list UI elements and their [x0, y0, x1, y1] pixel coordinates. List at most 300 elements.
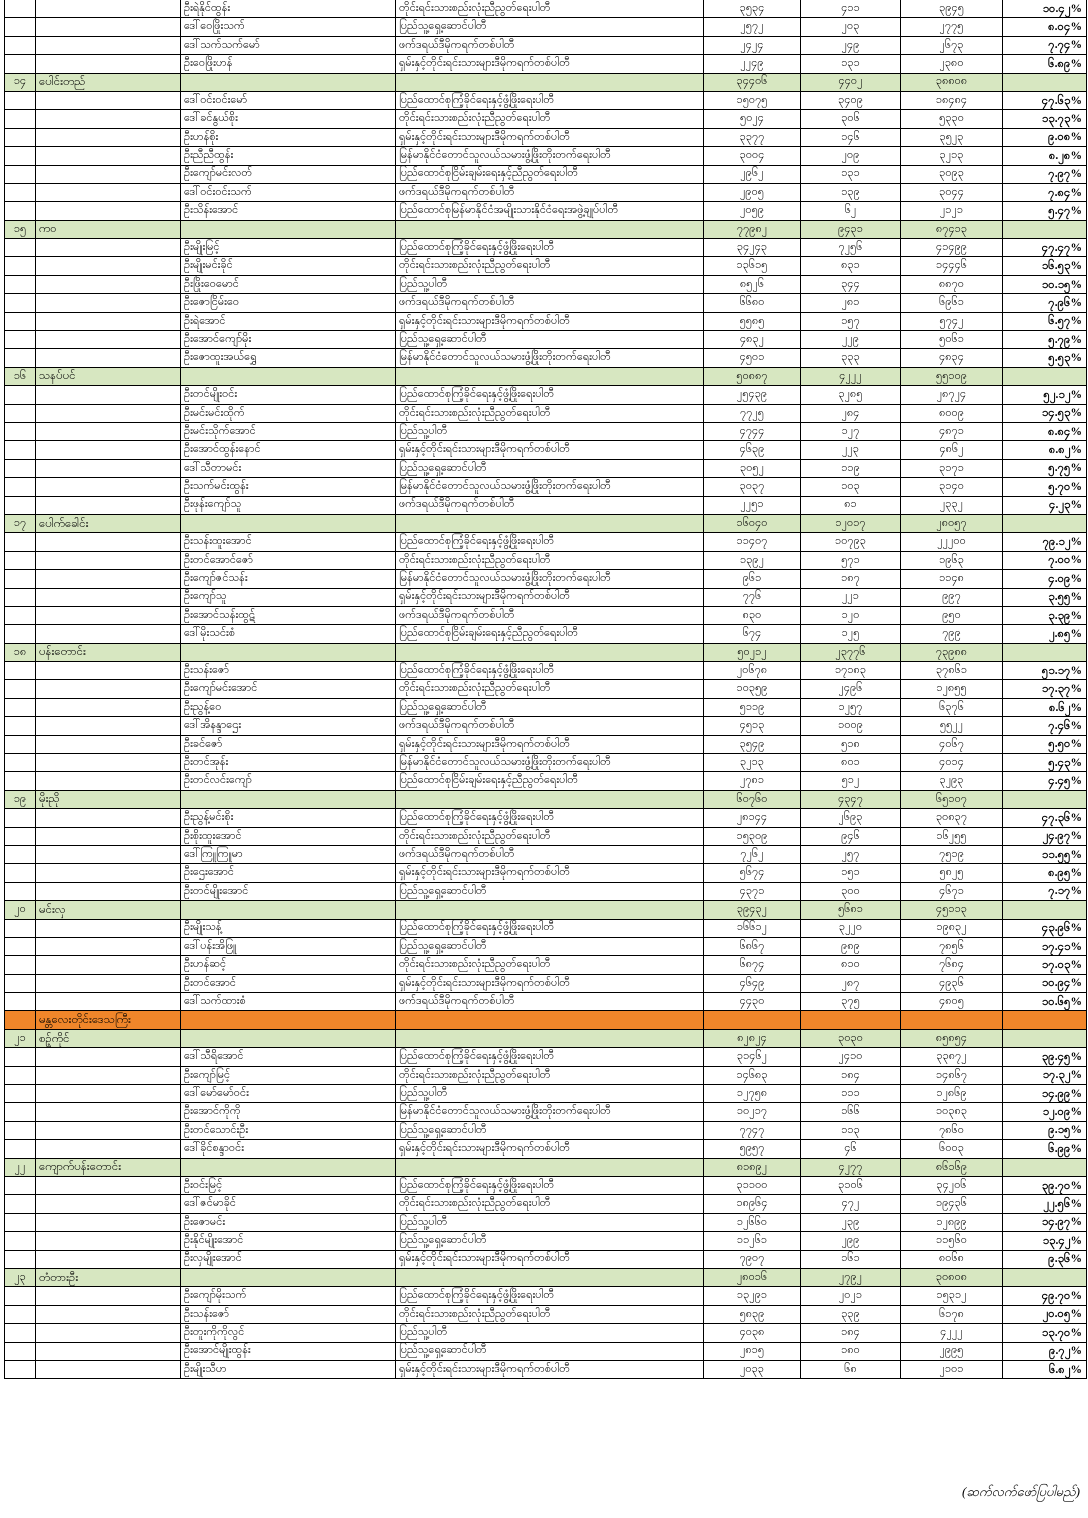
candidate-name-cell: ဦးလှမျိုးအောင်	[181, 1250, 396, 1268]
total-votes-cell: ၁၆၂၅၅	[901, 827, 1003, 845]
candidate-name-cell: ဦးတင်အုန်း	[181, 754, 396, 772]
region-no-cell	[5, 1011, 36, 1029]
party-name-cell: မြန်မာနိုင်ငံတောင်သူလယ်သမားဖွံ့ဖြိုးတိုးတက်ရေးပါတီ	[396, 570, 704, 588]
township-empty-cell	[36, 1232, 181, 1250]
candidate-name-cell: ဦးအောင်ကျော်မိုး	[181, 331, 396, 349]
percent-cell: ၄.၀၉%	[1003, 570, 1087, 588]
township-grand-total-cell: ၈၆၁၆၉	[901, 1158, 1003, 1176]
township-name-cell: ကဝ	[36, 220, 181, 238]
percent-cell: ၁၃.၇၃%	[1003, 110, 1087, 128]
votes-cell: ၇၇၂၅	[704, 404, 801, 422]
township-advance-votes-total-cell: ၉၄၃၁	[801, 220, 901, 238]
votes-cell: ၄၄၃၀	[704, 993, 801, 1011]
candidate-name-cell: ဦးသိန်းအောင်	[181, 202, 396, 220]
township-empty-cell	[36, 735, 181, 753]
serial-empty-cell	[5, 1103, 36, 1121]
candidate-row	[5, 0, 1087, 18]
percent-cell: ၉.၁၅%	[1003, 1121, 1087, 1139]
total-votes-cell: ၁၈၄၈၄	[901, 91, 1003, 109]
candidate-name-cell: ဦးမျိုးမင်းခိုင်	[181, 257, 396, 275]
party-name-cell: တိုင်းရင်းသားစည်းလုံးညီညွတ်ရေးပါတီ	[396, 551, 704, 569]
percent-cell: ၁၃.၄၂%	[1003, 1232, 1087, 1250]
township-percent-empty-cell	[1003, 1268, 1087, 1286]
party-name-cell: ပြည်ထောင်စုကြံ့ခိုင်ရေးနှင့်ဖွံ့ဖြိုးရေးပါတီ	[396, 91, 704, 109]
township-empty-cell	[36, 441, 181, 459]
party-name-cell: ရှမ်းနှင့်တိုင်းရင်းသားများဒီမိုကရက်တစ်ပါတီ	[396, 735, 704, 753]
votes-cell: ၂၀၃၃	[704, 1360, 801, 1378]
advance-votes-cell: ၁၈၄	[801, 1324, 901, 1342]
percent-cell: ၁၄.၅၃%	[1003, 404, 1087, 422]
total-votes-cell: ၃၂၁၃	[901, 147, 1003, 165]
percent-cell: ၁၃.၇၀%	[1003, 1324, 1087, 1342]
advance-votes-cell: ၅၇၁	[801, 551, 901, 569]
candidate-row	[5, 588, 1087, 606]
township-empty-name-cell	[181, 73, 396, 91]
serial-empty-cell	[5, 404, 36, 422]
percent-cell: ၁၀.၆၅%	[1003, 993, 1087, 1011]
advance-votes-cell: ၈၃၁	[801, 257, 901, 275]
total-votes-cell: ၄၁၄၉၉	[901, 239, 1003, 257]
percent-cell: ၁၁.၅၅%	[1003, 845, 1087, 863]
serial-empty-cell	[5, 606, 36, 624]
township-grand-total-cell: ၇၃၉၈၈	[901, 643, 1003, 661]
township-empty-cell	[36, 1250, 181, 1268]
percent-cell: ၃၉.၇၀%	[1003, 1177, 1087, 1195]
total-votes-cell: ၅၃၃၀	[901, 110, 1003, 128]
votes-cell: ၅၆၇၄	[704, 864, 801, 882]
candidate-row	[5, 1305, 1087, 1323]
total-votes-cell: ၅၇၄၂	[901, 312, 1003, 330]
party-name-cell: ပြည်ထောင်စုကြံ့ခိုင်ရေးနှင့်ဖွံ့ဖြိုးရေးပါတီ	[396, 1048, 704, 1066]
total-votes-cell: ၇၉၉	[901, 625, 1003, 643]
township-empty-cell	[36, 1195, 181, 1213]
candidate-name-cell: ဒေါ်ကြူကြူမာ	[181, 845, 396, 863]
candidate-row	[5, 772, 1087, 790]
township-percent-empty-cell	[1003, 643, 1087, 661]
candidate-name-cell: ဦးအောင်မျိုးထွန်း	[181, 1342, 396, 1360]
serial-empty-cell	[5, 202, 36, 220]
party-name-cell: ရှမ်းနှင့်တိုင်းရင်းသားများဒီမိုကရက်တစ်ပါတီ	[396, 312, 704, 330]
percent-cell: ၁၀.၉၄%	[1003, 974, 1087, 992]
serial-empty-cell	[5, 570, 36, 588]
votes-cell: ၂၂၄၉	[704, 55, 801, 73]
candidate-row	[5, 864, 1087, 882]
township-empty-cell	[36, 1066, 181, 1084]
percent-cell: ၄၇.၃၆%	[1003, 809, 1087, 827]
township-name-cell: မိုးညို	[36, 790, 181, 808]
candidate-row	[5, 183, 1087, 201]
percent-cell: ၅.၇၅%	[1003, 459, 1087, 477]
serial-empty-cell	[5, 735, 36, 753]
total-votes-cell: ၈၀၆၈	[901, 1250, 1003, 1268]
percent-cell: ၇၉.၁၂%	[1003, 533, 1087, 551]
candidate-row	[5, 919, 1087, 937]
advance-votes-cell: ၁၂၅	[801, 625, 901, 643]
advance-votes-cell: ၂၅၇	[801, 845, 901, 863]
candidate-row	[5, 882, 1087, 900]
township-total-row	[5, 1268, 1087, 1286]
township-empty-cell	[36, 1213, 181, 1231]
votes-cell: ၄၅၁၃	[704, 717, 801, 735]
serial-empty-cell	[5, 809, 36, 827]
serial-empty-cell	[5, 496, 36, 514]
serial-empty-cell	[5, 717, 36, 735]
percent-cell: ၆.၈၂%	[1003, 1360, 1087, 1378]
candidate-name-cell: ဦးဖုန်းကျော်သူ	[181, 496, 396, 514]
township-grand-total-cell: ၂၈၀၅၇	[901, 514, 1003, 532]
percent-cell: ၂.၈၅%	[1003, 625, 1087, 643]
party-name-cell: ပြည်ထောင်စုငြိမ်းချမ်းရေးနှင့်ညီညွတ်ရေးပါတီ	[396, 625, 704, 643]
total-votes-cell: ၄၉၃၆	[901, 974, 1003, 992]
township-empty-cell	[36, 993, 181, 1011]
percent-cell: ၂၄.၉၇%	[1003, 827, 1087, 845]
percent-cell: ၆.၉၉%	[1003, 1140, 1087, 1158]
total-votes-cell: ၄၈၃၄	[901, 349, 1003, 367]
total-votes-cell: ၁၀၃၈၃	[901, 1103, 1003, 1121]
township-empty-cell	[36, 588, 181, 606]
township-empty-cell	[36, 18, 181, 36]
township-empty-cell	[36, 147, 181, 165]
total-votes-cell: ၁၁၅၆၀	[901, 1232, 1003, 1250]
township-percent-empty-cell	[1003, 367, 1087, 385]
advance-votes-cell: ၁၅၇	[801, 312, 901, 330]
votes-cell: ၅၉၅၇	[704, 1140, 801, 1158]
township-total-row	[5, 514, 1087, 532]
township-empty-cell	[36, 183, 181, 201]
votes-cell: ၃၀၅၂	[704, 459, 801, 477]
percent-cell: ၁၄.၉၉%	[1003, 1085, 1087, 1103]
township-advance-votes-total-cell: ၄၄၀၂	[801, 73, 901, 91]
candidate-name-cell: ဒေါ်ခိုင်စန္ဒာဝင်း	[181, 1140, 396, 1158]
percent-cell: ၄၃.၉၆%	[1003, 919, 1087, 937]
candidate-name-cell: ဦးဟန်ဆင့်	[181, 956, 396, 974]
votes-cell: ၂၈၁၄၄	[704, 809, 801, 827]
serial-empty-cell	[5, 1342, 36, 1360]
candidate-row	[5, 386, 1087, 404]
party-name-cell: မြန်မာနိုင်ငံတောင်သူလယ်သမားဖွံ့ဖြိုးတိုးတက်ရေးပါတီ	[396, 349, 704, 367]
total-votes-cell: ၂၈၇၂၄	[901, 386, 1003, 404]
candidate-name-cell: ဦးနိုင်မျိုးအောင်	[181, 1232, 396, 1250]
township-empty-name-cell	[181, 1268, 396, 1286]
township-total-row	[5, 220, 1087, 238]
candidate-name-cell: ဒေါ်ခင်နွယ်စိုး	[181, 110, 396, 128]
advance-votes-cell: ၉၈၉	[801, 937, 901, 955]
candidate-row	[5, 478, 1087, 496]
township-serial-cell: ၁၆	[5, 367, 36, 385]
advance-votes-cell: ၂၂၁	[801, 588, 901, 606]
township-empty-name-cell	[181, 1158, 396, 1176]
total-votes-cell: ၈၈၇၀	[901, 275, 1003, 293]
candidate-name-cell: ဒေါ်သီတာမင်း	[181, 459, 396, 477]
candidate-row	[5, 128, 1087, 146]
party-name-cell: ဖက်ဒရယ်ဒီမိုကရက်တစ်ပါတီ	[396, 183, 704, 201]
township-serial-cell: ၁၄	[5, 73, 36, 91]
candidate-row	[5, 717, 1087, 735]
township-grand-total-cell: ၈၇၄၁၃	[901, 220, 1003, 238]
serial-empty-cell	[5, 312, 36, 330]
township-empty-cell	[36, 772, 181, 790]
candidate-row	[5, 1250, 1087, 1268]
candidate-name-cell: ဦးမျိုးသန့်	[181, 919, 396, 937]
candidate-name-cell: ဦးအောင်ထွန်းနောင်	[181, 441, 396, 459]
candidate-row	[5, 845, 1087, 863]
advance-votes-cell: ၁၆၆	[801, 1103, 901, 1121]
total-votes-cell: ၇၈၅၆	[901, 937, 1003, 955]
total-votes-cell: ၁၁၄၈	[901, 570, 1003, 588]
candidate-name-cell: ဦးညွန့်ဝေ	[181, 698, 396, 716]
candidate-row	[5, 1177, 1087, 1195]
township-empty-party-cell	[396, 367, 704, 385]
votes-cell: ၇၉၀၇	[704, 1250, 801, 1268]
candidate-name-cell: ဦးကျော်သူ	[181, 588, 396, 606]
percent-cell: ၁၆.၅၃%	[1003, 257, 1087, 275]
candidate-row	[5, 974, 1087, 992]
candidate-row	[5, 993, 1087, 1011]
township-empty-cell	[36, 386, 181, 404]
candidate-row	[5, 257, 1087, 275]
total-votes-cell: ၇၅၁၉	[901, 845, 1003, 863]
serial-empty-cell	[5, 1066, 36, 1084]
township-empty-cell	[36, 662, 181, 680]
candidate-row	[5, 1085, 1087, 1103]
votes-cell: ၇၂၆၂	[704, 845, 801, 863]
township-serial-cell: ၂၃	[5, 1268, 36, 1286]
township-advance-votes-total-cell: ၅၆၈၁	[801, 901, 901, 919]
candidate-name-cell: ဦးဇောထူးအယ်ရွှေ	[181, 349, 396, 367]
votes-cell: ၂၉၆၂	[704, 165, 801, 183]
serial-empty-cell	[5, 257, 36, 275]
votes-cell: ၁၀၃၅၉	[704, 680, 801, 698]
candidate-row	[5, 1232, 1087, 1250]
advance-votes-cell: ၁၃၁	[801, 165, 901, 183]
advance-votes-cell: ၁၆၁	[801, 1250, 901, 1268]
total-votes-cell: ၂၁၂၁	[901, 202, 1003, 220]
votes-cell: ၁၀၂၁၇	[704, 1103, 801, 1121]
serial-empty-cell	[5, 55, 36, 73]
candidate-name-cell: ဦးတင်အောင်ဇော်	[181, 551, 396, 569]
township-empty-cell	[36, 257, 181, 275]
advance-votes-cell: ၈၀၁	[801, 754, 901, 772]
votes-cell: ၈၅၂၆	[704, 275, 801, 293]
township-empty-cell	[36, 1324, 181, 1342]
party-name-cell: ပြည်ထောင်စုကြံ့ခိုင်ရေးနှင့်ဖွံ့ဖြိုးရေးပါတီ	[396, 1177, 704, 1195]
township-total-row	[5, 901, 1087, 919]
total-votes-cell: ၂၆၇၃	[901, 36, 1003, 54]
total-votes-cell: ၃၀၄၄	[901, 183, 1003, 201]
total-votes-cell: ၃၁၄၀	[901, 478, 1003, 496]
township-percent-empty-cell	[1003, 790, 1087, 808]
serial-empty-cell	[5, 1232, 36, 1250]
township-advance-votes-total-cell: ၄၂၂၂	[801, 367, 901, 385]
candidate-name-cell: ဦးရဲနိုင်ထွန်း	[181, 0, 396, 18]
candidate-name-cell: ဦးညီညီထွန်း	[181, 147, 396, 165]
advance-votes-cell: ၁၂၀	[801, 606, 901, 624]
advance-votes-cell: ၁၁၃	[801, 1121, 901, 1139]
total-votes-cell: ၉၅၀	[901, 606, 1003, 624]
candidate-row	[5, 36, 1087, 54]
percent-cell: ၈.၆၂%	[1003, 698, 1087, 716]
advance-votes-cell: ၄၆	[801, 1140, 901, 1158]
candidate-row	[5, 1195, 1087, 1213]
candidate-name-cell: ဦးအောင်ကိုကို	[181, 1103, 396, 1121]
party-name-cell: ပြည်ထောင်စုငြိမ်းချမ်းရေးနှင့်ညီညွတ်ရေးပါတီ	[396, 165, 704, 183]
total-votes-cell: ၂၂၂၀၀	[901, 533, 1003, 551]
serial-empty-cell	[5, 993, 36, 1011]
township-empty-party-cell	[396, 790, 704, 808]
percent-cell: ၆.၈၉%	[1003, 55, 1087, 73]
party-name-cell: ပြည်ထောင်စုကြံ့ခိုင်ရေးနှင့်ဖွံ့ဖြိုးရေးပါတီ	[396, 239, 704, 257]
votes-cell: ၇၇၆	[704, 588, 801, 606]
advance-votes-cell: ၃၃၉	[801, 1305, 901, 1323]
candidate-row	[5, 698, 1087, 716]
candidate-row	[5, 441, 1087, 459]
votes-cell: ၃၀၃၇	[704, 478, 801, 496]
township-grand-total-cell: ၃၀၈၀၈	[901, 1268, 1003, 1286]
candidate-row	[5, 55, 1087, 73]
township-empty-cell	[36, 551, 181, 569]
candidate-row	[5, 551, 1087, 569]
percent-cell: ၅.၄၇%	[1003, 202, 1087, 220]
region-spacer-cell	[704, 1011, 801, 1029]
serial-empty-cell	[5, 478, 36, 496]
total-votes-cell: ၆၃၇၆	[901, 698, 1003, 716]
serial-empty-cell	[5, 459, 36, 477]
serial-empty-cell	[5, 662, 36, 680]
advance-votes-cell: ၁၈၄	[801, 1066, 901, 1084]
township-total-row	[5, 367, 1087, 385]
total-votes-cell: ၄၈၆၂	[901, 441, 1003, 459]
votes-cell: ၅၁၁၉	[704, 698, 801, 716]
township-votes-total-cell: ၇၇၉၈၂	[704, 220, 801, 238]
votes-cell: ၂၅၄၃၉	[704, 386, 801, 404]
percent-cell: ၁၇.၃၂%	[1003, 1066, 1087, 1084]
township-empty-cell	[36, 1140, 181, 1158]
advance-votes-cell: ၆၈	[801, 1360, 901, 1378]
advance-votes-cell: ၂၀၃	[801, 18, 901, 36]
total-votes-cell: ၃၁၇၁	[901, 459, 1003, 477]
township-grand-total-cell: ၃၈၈၀၈	[901, 73, 1003, 91]
serial-empty-cell	[5, 275, 36, 293]
votes-cell: ၂၇၈၁	[704, 772, 801, 790]
percent-cell: ၃၉.၄၅%	[1003, 1048, 1087, 1066]
township-empty-cell	[36, 680, 181, 698]
candidate-name-cell: ဦးမင်းမင်းထိုက်	[181, 404, 396, 422]
serial-empty-cell	[5, 1177, 36, 1195]
serial-empty-cell	[5, 441, 36, 459]
percent-cell: ၅.၅၃%	[1003, 349, 1087, 367]
township-empty-cell	[36, 606, 181, 624]
advance-votes-cell: ၁၃၉	[801, 183, 901, 201]
serial-empty-cell	[5, 1324, 36, 1342]
township-empty-cell	[36, 496, 181, 514]
township-votes-total-cell: ၁၆၀၄၀	[704, 514, 801, 532]
total-votes-cell: ၁၂၈၅၅	[901, 680, 1003, 698]
candidate-row	[5, 1287, 1087, 1305]
candidate-row	[5, 1066, 1087, 1084]
township-empty-party-cell	[396, 1029, 704, 1047]
advance-votes-cell: ၃၀၆	[801, 110, 901, 128]
township-percent-empty-cell	[1003, 514, 1087, 532]
serial-empty-cell	[5, 680, 36, 698]
township-empty-cell	[36, 1360, 181, 1378]
votes-cell: ၅၈၃၉	[704, 1305, 801, 1323]
advance-votes-cell: ၄၇၂	[801, 1195, 901, 1213]
township-percent-empty-cell	[1003, 220, 1087, 238]
serial-empty-cell	[5, 533, 36, 551]
percent-cell: ၈.၂၈%	[1003, 147, 1087, 165]
township-empty-name-cell	[181, 790, 396, 808]
party-name-cell: ဖက်ဒရယ်ဒီမိုကရက်တစ်ပါတီ	[396, 36, 704, 54]
township-empty-cell	[36, 36, 181, 54]
votes-cell: ၄၈၃၂	[704, 331, 801, 349]
total-votes-cell: ၈၀၀၉	[901, 404, 1003, 422]
percent-cell: ၁၄.၉၇%	[1003, 1213, 1087, 1231]
candidate-name-cell: ဦးဇောမင်း	[181, 1213, 396, 1231]
party-name-cell: ရှမ်းနှင့်တိုင်းရင်းသားများဒီမိုကရက်တစ်ပါတီ	[396, 974, 704, 992]
township-percent-empty-cell	[1003, 1158, 1087, 1176]
percent-cell: ၃.၅၅%	[1003, 588, 1087, 606]
candidate-row	[5, 91, 1087, 109]
advance-votes-cell: ၂၀၂၁	[801, 1287, 901, 1305]
advance-votes-cell: ၈၁	[801, 496, 901, 514]
advance-votes-cell: ၁၀၀၉	[801, 717, 901, 735]
advance-votes-cell: ၃၂၈၅	[801, 386, 901, 404]
advance-votes-cell: ၂၄၁၀	[801, 1048, 901, 1066]
total-votes-cell: ၁၅၃၁၂	[901, 1287, 1003, 1305]
serial-empty-cell	[5, 864, 36, 882]
serial-empty-cell	[5, 754, 36, 772]
township-name-cell: စဉ့်ကိုင်	[36, 1029, 181, 1047]
total-votes-cell: ၃၅၂၃	[901, 128, 1003, 146]
serial-empty-cell	[5, 422, 36, 440]
candidate-row	[5, 809, 1087, 827]
candidate-name-cell: ဦးညွန့်မင်းစိုး	[181, 809, 396, 827]
percent-cell: ၃.၃၉%	[1003, 606, 1087, 624]
advance-votes-cell: ၂၈၁	[801, 294, 901, 312]
percent-cell: ၉.၇၂%	[1003, 1342, 1087, 1360]
candidate-row	[5, 239, 1087, 257]
party-name-cell: ပြည်ထောင်စုကြံ့ခိုင်ရေးနှင့်ဖွံ့ဖြိုးရေးပါတီ	[396, 919, 704, 937]
party-name-cell: ဖက်ဒရယ်ဒီမိုကရက်တစ်ပါတီ	[396, 845, 704, 863]
party-name-cell: မြန်မာနိုင်ငံတောင်သူလယ်သမားဖွံ့ဖြိုးတိုးတက်ရေးပါတီ	[396, 147, 704, 165]
candidate-row	[5, 459, 1087, 477]
votes-cell: ၅၀၂၄	[704, 110, 801, 128]
advance-votes-cell: ၇၂၅၆	[801, 239, 901, 257]
candidate-name-cell: ဒေါ်သက်ထားစံ	[181, 993, 396, 1011]
party-name-cell: ရှမ်းနှင့်တိုင်းရင်းသားများဒီမိုကရက်တစ်ပါတီ	[396, 1360, 704, 1378]
party-name-cell: ပြည်သူ့ရှေ့ဆောင်ပါတီ	[396, 1121, 704, 1139]
percent-cell: ၅.၄၃%	[1003, 754, 1087, 772]
votes-cell: ၃၅၄၉	[704, 735, 801, 753]
party-name-cell: ပြည်သူ့ရှေ့ဆောင်ပါတီ	[396, 331, 704, 349]
advance-votes-cell: ၂၀၉	[801, 147, 901, 165]
township-empty-cell	[36, 717, 181, 735]
township-serial-cell: ၁၈	[5, 643, 36, 661]
township-empty-cell	[36, 1048, 181, 1066]
serial-empty-cell	[5, 1085, 36, 1103]
region-spacer-cell	[396, 1011, 704, 1029]
township-advance-votes-total-cell: ၃၀၃၀	[801, 1029, 901, 1047]
township-votes-total-cell: ၂၈၀၁၆	[704, 1268, 801, 1286]
serial-empty-cell	[5, 331, 36, 349]
percent-cell: ၉.၃၆%	[1003, 1250, 1087, 1268]
total-votes-cell: ၂၉၉၅	[901, 1342, 1003, 1360]
votes-cell: ၃၄၂၄၃	[704, 239, 801, 257]
advance-votes-cell: ၁၀၃	[801, 478, 901, 496]
total-votes-cell: ၂၇၇၅	[901, 18, 1003, 36]
township-empty-cell	[36, 864, 181, 882]
serial-empty-cell	[5, 294, 36, 312]
